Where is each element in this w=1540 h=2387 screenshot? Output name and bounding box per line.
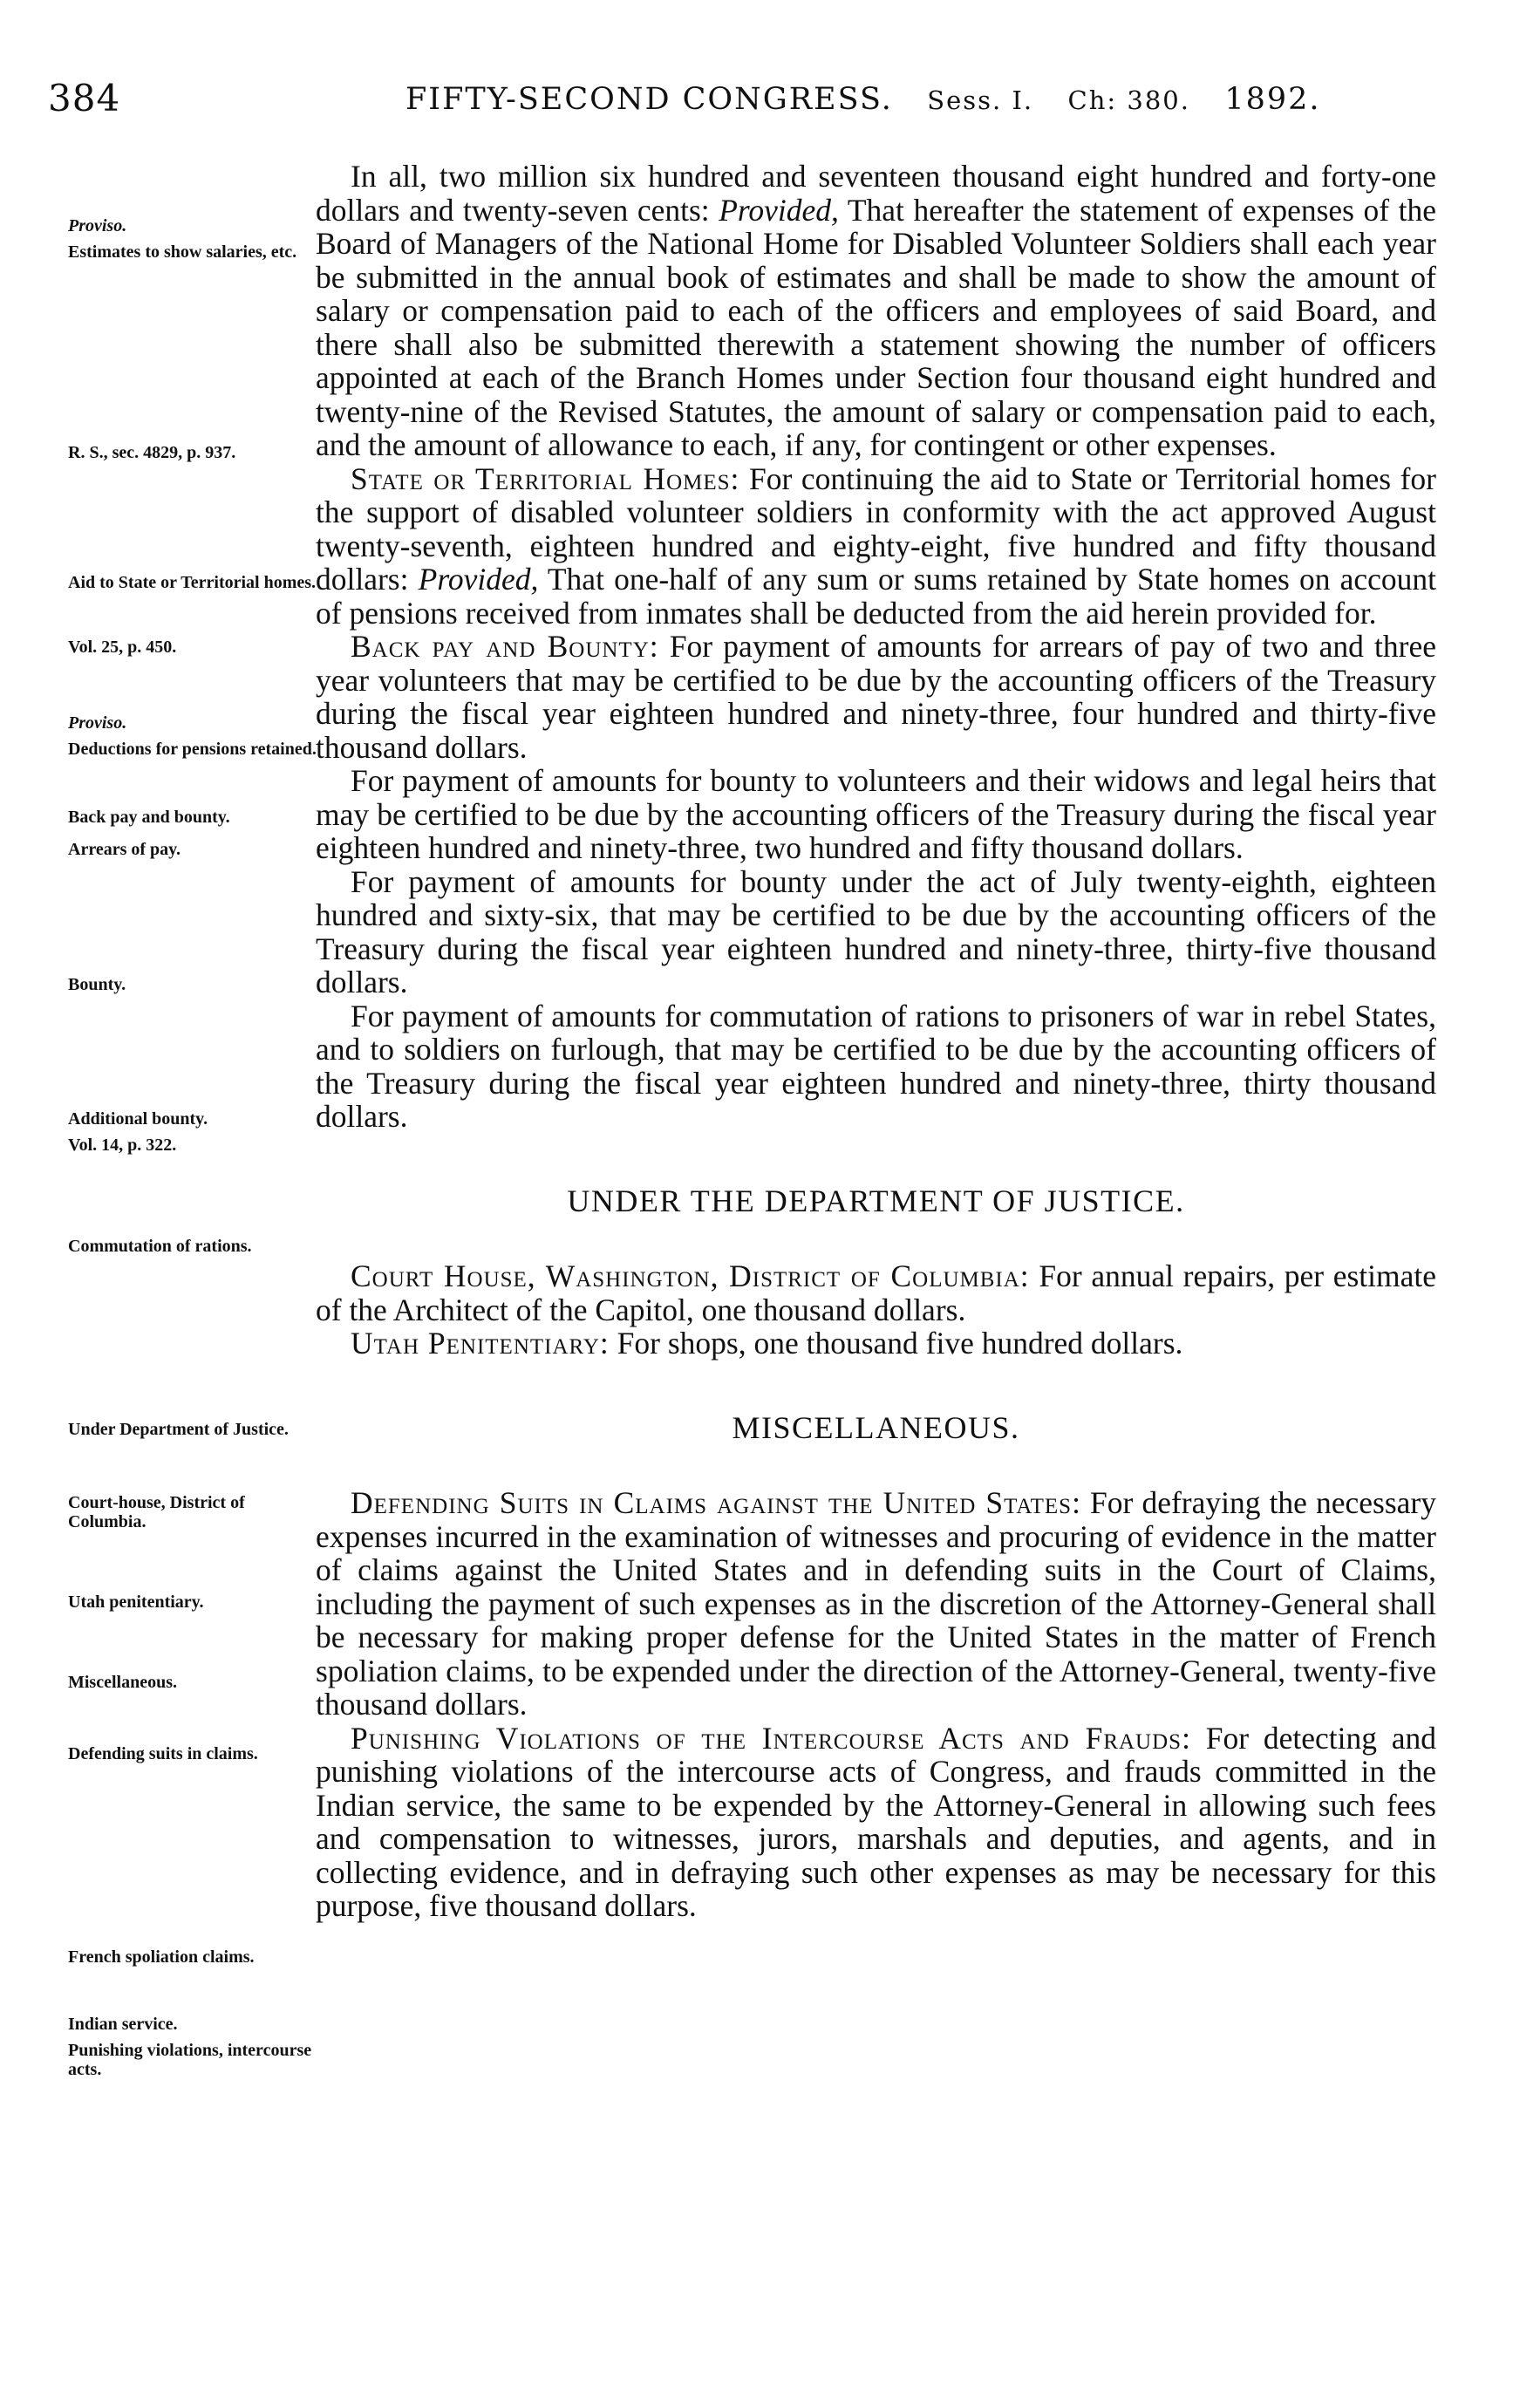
margin-note: Vol. 25, p. 450.	[68, 638, 177, 657]
margin-note: French spoliation claims.	[68, 1947, 255, 1967]
margin-note: Court-house, District of Columbia.	[68, 1493, 245, 1531]
spacer	[316, 1217, 1436, 1259]
paragraph-additional-bounty: For payment of amounts for bounty under the act of July twenty-eighth, eighteen hundred and sixty-six, that may be certified to be due by the accounting officers of the Treasury during the fiscal year eighteen hundred and ninety-three, thirty-five thousand dollars.	[316, 863, 1436, 999]
paragraph-back-pay: Back pay and Bounty: For payment of amounts for arrears of pay of two and three year volunteers that may be certified to be due by the accounting officers of the Treasury during the fiscal year eighteen hundred and ninety-three, four hundred and thirty-five thousand dollars.	[316, 629, 1437, 765]
chapter-label: Ch: 380.	[1067, 85, 1190, 115]
statute-body	[316, 160, 1436, 1923]
running-head	[405, 82, 1321, 117]
page-number: 384	[48, 77, 121, 119]
margin-note: Aid to State or Territorial homes.	[68, 573, 317, 592]
section-heading-justice: UNDER THE DEPARTMENT OF JUSTICE.	[567, 1183, 1185, 1218]
spacer	[316, 1361, 1436, 1411]
margin-note: R. S., sec. 4829, p. 937.	[68, 443, 236, 462]
paragraph-state-homes: State or Territorial Homes: For continuing the aid to State or Territorial homes for the support of disabled volunteer soldiers in conformity with the act approved August twenty-seventh, eighteen hundred and eighty-eight, five hundred and fifty thousand dollars: Provided, That one-half of any sum or sums retained by State homes on account of pensions received from inmates shall be deducted from the aid herein provided for.	[316, 460, 1437, 631]
margin-note: Indian service.	[68, 2015, 178, 2034]
paragraph-total-and-proviso: In all, two million six hundred and seventeen thousand eight hundred and forty-one dollars and twenty-seven cents: Provided, That hereafter the statement of expenses of the Board of Managers of the National Home for Disabled Volunteer Soldiers shall each year be submitted in the annual book of estimates and shall be made to show the amount of salary or compensation paid to each of the officers and employees of said Board, and there shall also be submitted therewith a statement showing the number of officers appointed at each of the Branch Homes under Section four thousand eight hundred and twenty-nine of the Revised Statutes, the amount of salary or compensation paid to each, and the amount of allowance to each, if any, for contingent or other expenses.	[316, 159, 1437, 462]
margin-note: Bounty.	[68, 975, 126, 994]
paragraph-court-house: Court House, Washington, District of Columbia: For annual repairs, per estimate of the Architect of the Capitol, one thousand dollars.	[316, 1258, 1437, 1327]
margin-note: Utah penitentiary.	[68, 1592, 204, 1612]
margin-note: Miscellaneous.	[68, 1673, 177, 1692]
margin-note: Defending suits in claims.	[68, 1744, 258, 1763]
paragraph-defending-suits: Defending Suits in Claims against the United States: For defraying the necessary expenses incurred in the examination of witnesses and procuring of evidence in the matter of claims against the United States and in defending suits in the Court of Claims, including the payment of such expenses as in the discretion of the Attorney-General shall be necessary for making proper defense for the United States in the matter of French spoliation claims, to be expended under the direction of the Attorney-General, twenty-five thousand dollars.	[316, 1485, 1437, 1722]
margin-note: Arrears of pay.	[68, 840, 181, 859]
margin-note: Back pay and bounty.	[68, 808, 230, 827]
section-heading-miscellaneous: MISCELLANEOUS.	[732, 1409, 1020, 1445]
year-label: 1892.	[1224, 82, 1321, 117]
margin-note: Proviso.	[68, 713, 127, 733]
spacer	[316, 1134, 1436, 1184]
spacer	[316, 1444, 1436, 1486]
margin-note: Vol. 14, p. 322.	[68, 1136, 177, 1155]
margin-note: Estimates to show salaries, etc.	[68, 242, 297, 262]
paragraph-bounty: For payment of amounts for bounty to volunteers and their widows and legal heirs that may be certified to be due by the accounting officers of the Treasury during the fiscal year eighteen hundred and ninety-three, two hundred and fifty thousand dollars.	[316, 763, 1436, 865]
congress-title: FIFTY-SECOND CONGRESS.	[405, 82, 893, 117]
margin-note: Proviso.	[68, 216, 127, 235]
paragraph-utah: Utah Penitentiary: For shops, one thousand five hundred dollars.	[351, 1326, 1183, 1361]
margin-note: Punishing violations, intercourse acts.	[68, 2041, 312, 2079]
paragraph-commutation: For payment of amounts for commutation of rations to prisoners of war in rebel States, and to soldiers on furlough, that may be certified to be due by the accounting officers of the Treasury during the fiscal year eighteen hundred and ninety-three, thirty thousand dollars.	[316, 998, 1436, 1134]
paragraph-punishing-violations: Punishing Violations of the Intercourse Acts and Frauds: For detecting and punishing violations of the intercourse acts of Congress, and frauds committed in the Indian service, the same to be expended by the Attorney-General in allowing such fees and compensation to witnesses, jurors, marshals and deputies, and agents, and in collecting evidence, and in defraying such other expenses as may be necessary for this purpose, five thousand dollars.	[316, 1720, 1436, 1923]
margin-note: Additional bounty.	[68, 1109, 208, 1129]
page-header	[48, 77, 1443, 129]
session-label: Sess. I.	[927, 85, 1034, 115]
margin-note: Deductions for pensions retained.	[68, 740, 317, 759]
margin-note: Under Department of Justice.	[68, 1420, 289, 1439]
margin-note: Commutation of rations.	[68, 1237, 252, 1256]
